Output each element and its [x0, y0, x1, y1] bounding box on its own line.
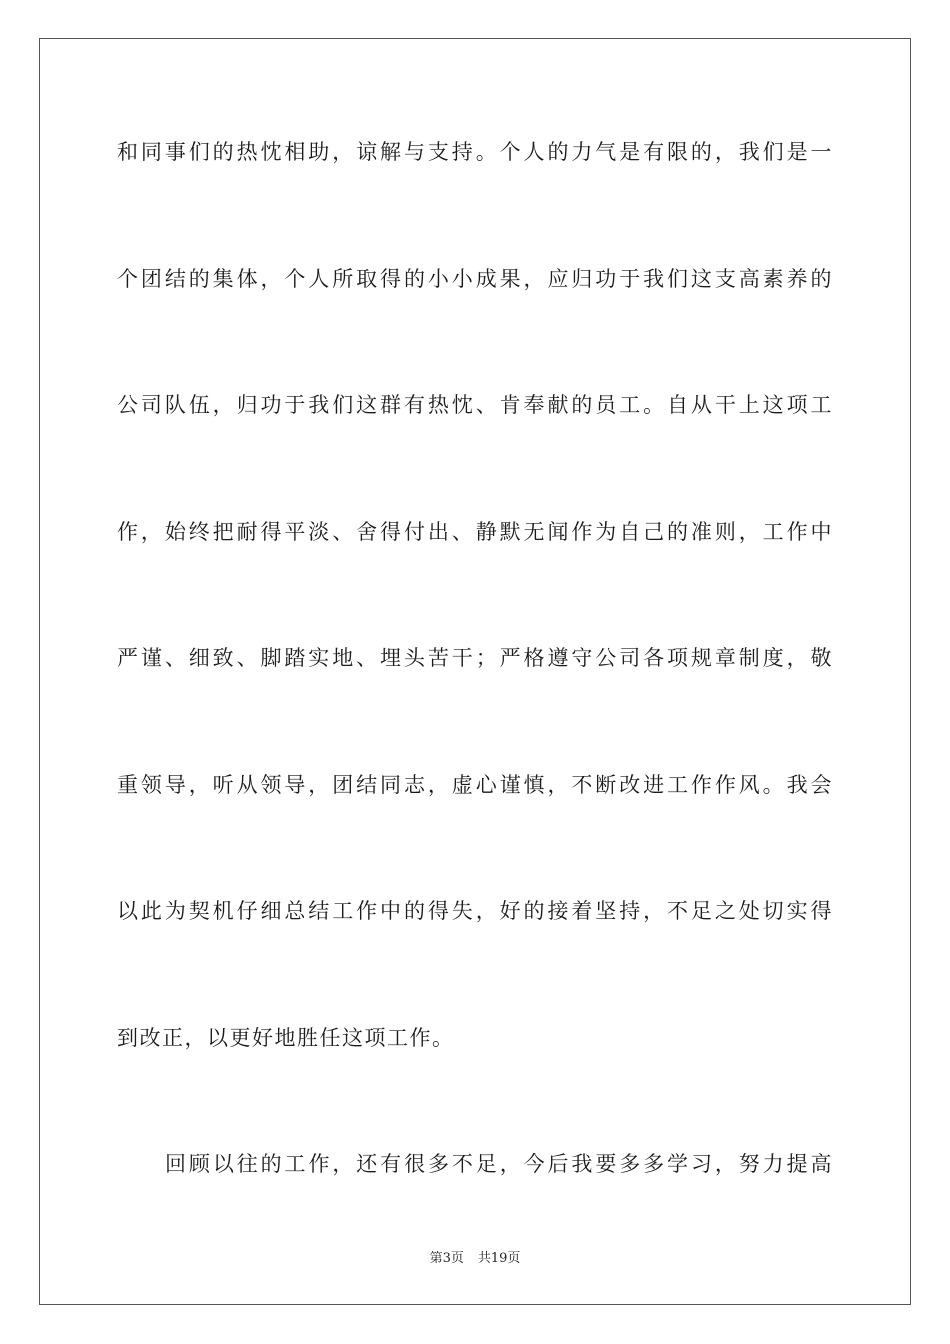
- text-line: 个团结的集体，个人所取得的小小成果，应归功于我们这支高素养的: [117, 266, 833, 291]
- text-line: 以此为契机仔细总结工作中的得失，好的接着坚持，不足之处切实得: [117, 899, 833, 923]
- text-line: 严谨、细致、脚踏实地、埋头苦干；严格遵守公司各项规章制度，敬: [117, 646, 833, 670]
- text-line: 公司队伍，归功于我们这群有热忱、肯奉献的员工。自从干上这项工: [117, 393, 833, 417]
- text-line-paragraph-start: 回顾以往的工作，还有很多不足，今后我要多多学习，努力提高: [165, 1152, 833, 1176]
- page-footer: [0, 1247, 950, 1266]
- text-line: 和同事们的热忱相助，谅解与支持。个人的力气是有限的，我们是一: [117, 140, 833, 164]
- page-total: 共19页: [477, 1251, 521, 1266]
- document-body: [117, 130, 833, 1269]
- text-line: 重领导，听从领导，团结同志，虚心谨慎，不断改进工作作风。我会: [117, 772, 833, 797]
- text-line: 作，始终把耐得平淡、舍得付出、静默无闻作为自己的准则，工作中: [117, 519, 833, 544]
- page-number: 第3页: [429, 1251, 464, 1266]
- text-line: 到改正，以更好地胜任这项工作。: [117, 1025, 455, 1050]
